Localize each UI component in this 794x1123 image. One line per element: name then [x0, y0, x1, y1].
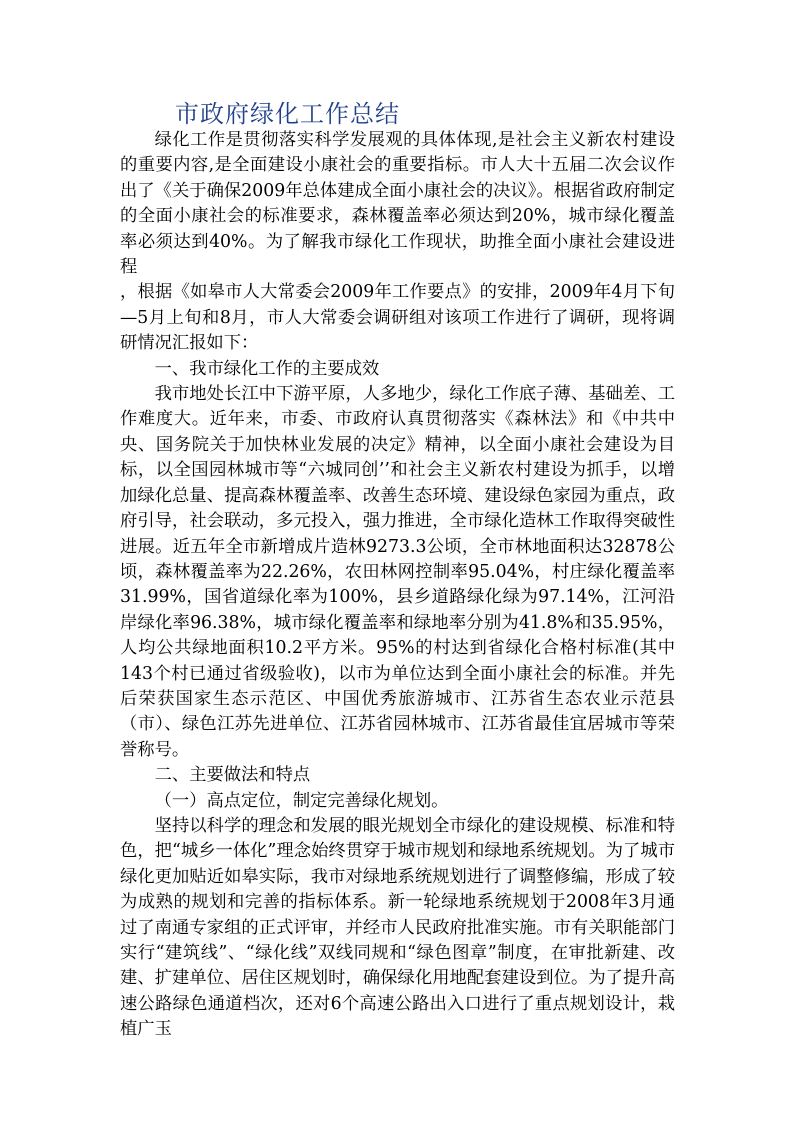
section-heading-achievements: 一、我市绿化工作的主要成效: [154, 358, 380, 379]
subsection-heading-planning: （一）高点定位，制定完善绿化规划。: [154, 790, 449, 811]
paragraph-planning: 坚持以科学的理念和发展的眼光规划全市绿化的建设规模、标准和特色，把“城乡一体化”理念始终贯穿于城市规划和绿地系统规划。为了城市绿化更加贴近如皋实际，我市对绿地系统规划进行了调整修编，形成了较为成熟的规划和完善的指标体系。新一轮绿地系统规划于2008年3月通过了南通专家组的正式评审，并经市人民政府批准实施。市有关职能部门实行“建筑线”、“绿化线”双线同规和“绿色图章”制度，在审批新建、改建、扩建单位、居住区规划时，确保绿化用地配套建设到位。为了提升高速公路绿色通道档次，还对6个高速公路出入口进行了重点规划设计，栽植广玉: [120, 815, 675, 1040]
paragraph-intro: 绿化工作是贯彻落实科学发展观的具体体现,是社会主义新农村建设的重要内容,是全面建设小康社会的重要指标。市人大十五届二次会议作出了《关于确保2009年总体建成全面小康社会的决议》。根据省政府制定的全面小康社会的标准要求，森林覆盖率必须达到20%，城市绿化覆盖率必须达到40%。为了解我市绿化工作现状，助推全面小康社会建设进程: [120, 130, 675, 278]
document-title: 市政府绿化工作总结: [175, 100, 400, 128]
paragraph-achievements: 我市地处长江中下游平原，人多地少，绿化工作底子薄、基础差、工作难度大。近年来，市委、市政府认真贯彻落实《森林法》和《中共中央、国务院关于加快林业发展的决定》精神，以全面小康社会建设为目标，以全国园林城市等“六城同创’’和社会主义新农村建设为抓手，以增加绿化总量、提高森林覆盖率、改善生态环境、建设绿色家园为重点，政府引导，社会联动，多元投入，强力推进，全市绿化造林工作取得突破性进展。近五年全市新增成片造林9273.3公顷，全市林地面积达32878公顷，森林覆盖率为22.26%，农田林网控制率95.04%，村庄绿化覆盖率31.99%，国省道绿化率为100%，县乡道路绿化绿为97.14%，江河沿岸绿化率96.38%，城市绿化覆盖率和绿地率分别为41.8%和35.95%，人均公共绿地面积10.2平方米。95%的村达到省绿化合格村标准(其中143个村已通过省级验收)，以市为单位达到全面小康社会的标准。并先后荣获国家生态示范区、中国优秀旅游城市、江苏省生态农业示范县（市）、绿色江苏先进单位、江苏省园林城市、江苏省最佳宜居城市等荣誉称号。: [120, 384, 675, 760]
paragraph-arrangement: ，根据《如皋市人大常委会2009年工作要点》的安排，2009年4月下旬—5月上旬和8月，市人大常委会调研组对该项工作进行了调研，现将调研情况汇报如下：: [120, 282, 675, 354]
section-heading-practices: 二、主要做法和特点: [154, 765, 311, 786]
document-body: [120, 128, 675, 1043]
